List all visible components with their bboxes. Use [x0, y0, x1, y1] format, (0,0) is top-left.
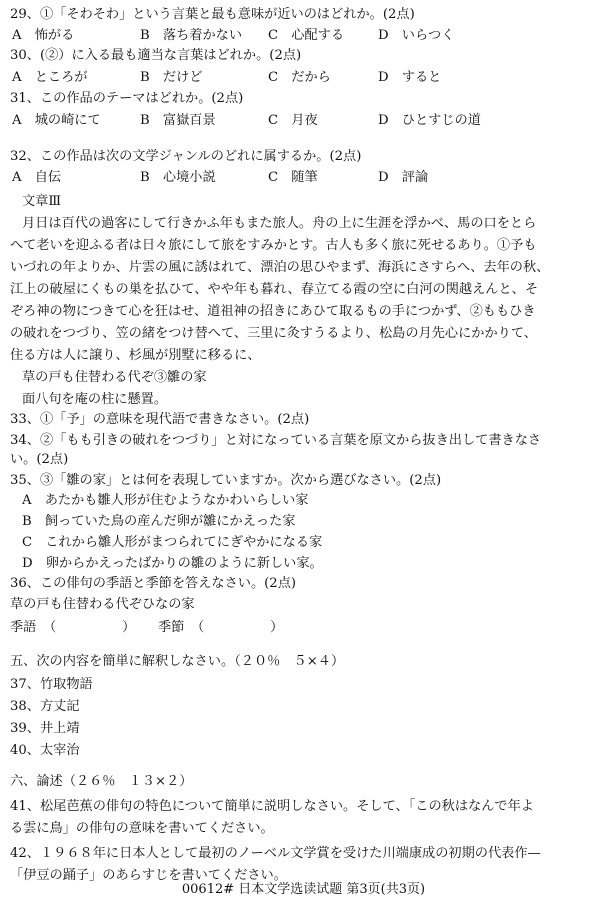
passage-line: 月日は百代の過客にして行きかふ年もまた旅人。舟の上に生涯を浮かべ、馬の口をとら [22, 216, 537, 231]
option-d: D ひとすじの道 [378, 113, 481, 128]
question-41-cont: る雲に鳥」の俳句の意味を書いてください。 [10, 821, 274, 836]
option-c: C だから [268, 70, 331, 85]
question-30: 30、(②）に入る最も適当な言葉はどれか。(2点) [10, 48, 302, 63]
question-30-options [10, 67, 599, 88]
passage-haiku-note: 面八句を庵の柱に懸置。 [22, 392, 168, 407]
question-31: 31、この作品のテーマはどれか。(2点) [10, 91, 244, 106]
option-b: B 落ち着かない [140, 28, 243, 43]
question-31-options [10, 110, 599, 131]
section-5-item: 39、井上靖 [10, 721, 80, 736]
option-d: D 評論 [378, 170, 429, 185]
option-d: D いらつく [378, 28, 455, 43]
question-42: 42、１９６８年に日本人として最初のノーベル文学賞を受けた川端康成の初期の代表作— [10, 846, 541, 861]
season-blank: 季節 （ ） [158, 620, 284, 635]
option-a: A 怖がる [12, 28, 75, 43]
question-36: 36、この俳句の季語と季節を答えなさい。(2点) [10, 576, 297, 591]
question-35-option-c: C これから雛人形がまつられてにぎやかになる家 [22, 535, 323, 550]
passage-line: いづれの年よりか、片雲の風に誘はれて、漂泊の思ひやまず、海浜にさすらへ、去年の秋、 [10, 260, 550, 275]
passage-line: の破れをつづり、笠の緒をつけ替へて、三里に灸すうるより、松島の月先心にかかりて、 [10, 326, 537, 341]
section-6-heading: 六、論述（２６％ １３×２） [10, 774, 193, 789]
section-5-heading: 五、次の内容を簡単に解釈しなさい。（２０％ ５×４） [10, 654, 345, 669]
option-c: C 随筆 [268, 170, 318, 185]
option-b: B だけど [140, 70, 203, 85]
option-b: B 富嶽百景 [140, 113, 216, 128]
option-a: A 自伝 [12, 170, 62, 185]
question-29-options [10, 25, 599, 46]
page-footer: 00612# 日本文学选读试题 第3页(共3页) [181, 882, 426, 897]
question-41: 41、松尾芭蕉の俳句の特色について簡単に説明しなさい。そして、「この秋はなんで年よ [10, 799, 534, 814]
option-a: A 城の崎にて [12, 113, 101, 128]
question-36-haiku: 草の戸も住替わる代ぞひなの家 [10, 597, 195, 612]
passage-line: ぞろ神の物につきて心を狂はせ、道祖神の招きにあひて取るもの手につかず、②ももひき [10, 304, 536, 319]
question-35-option-b: B 飼っていた鳥の産んだ卵が雛にかえった家 [22, 514, 296, 529]
question-33: 33、①「予」の意味を現代語で書きなさい。(2点) [10, 412, 310, 427]
question-32-options [10, 167, 599, 188]
question-34-cont: い。(2点) [10, 452, 69, 467]
question-35-option-d: D 卵からかえったばかりの雛のように新しい家。 [22, 556, 323, 571]
passage-heading: 文章Ⅲ [22, 194, 62, 209]
option-a: A ところが [12, 70, 88, 85]
question-32: 32、この作品は次の文学ジャンルのどれに属するか。(2点) [10, 149, 362, 164]
section-5-item: 38、方丈記 [10, 699, 80, 714]
question-35-option-a: A あたかも雛人形が住むようなかわいらしい家 [22, 493, 309, 508]
passage-haiku: 草の戸も住替わる代ぞ③雛の家 [22, 370, 207, 385]
option-c: C 月夜 [268, 113, 318, 128]
option-c: C 心配する [268, 28, 345, 43]
section-5-item: 37、竹取物語 [10, 677, 93, 692]
passage-line: 江上の破屋にくもの巣を払ひて、やや年も暮れ、春立てる霞の空に白河の関越えんと、そ [10, 282, 539, 297]
question-42-cont: 「伊豆の踊子」のあらすじを書いてください。 [10, 868, 287, 883]
question-29: 29、①「そわそわ」という言葉と最も意味が近いのはどれか。(2点) [10, 7, 415, 22]
option-d: D すると [378, 70, 442, 85]
question-35: 35、③「雛の家」とは何を表現していますか。次から選びなさい。(2点) [10, 473, 442, 488]
section-5-item: 40、太宰治 [10, 743, 80, 758]
passage-line: へて老いを迎ふる者は日々旅にして旅をすみかとす。古人も多く旅に死せるあり。①予も [10, 238, 537, 253]
question-36-answer-row [10, 617, 599, 638]
kigo-blank: 季語 （ ） [10, 620, 136, 635]
option-b: B 心境小説 [140, 170, 216, 185]
passage-line: 住る方は人に譲り、杉風が別墅に移るに、 [10, 348, 261, 363]
question-34: 34、②「もも引きの破れをつづり」と対になっている言葉を原文から抜き出して書きなさ [10, 433, 542, 448]
